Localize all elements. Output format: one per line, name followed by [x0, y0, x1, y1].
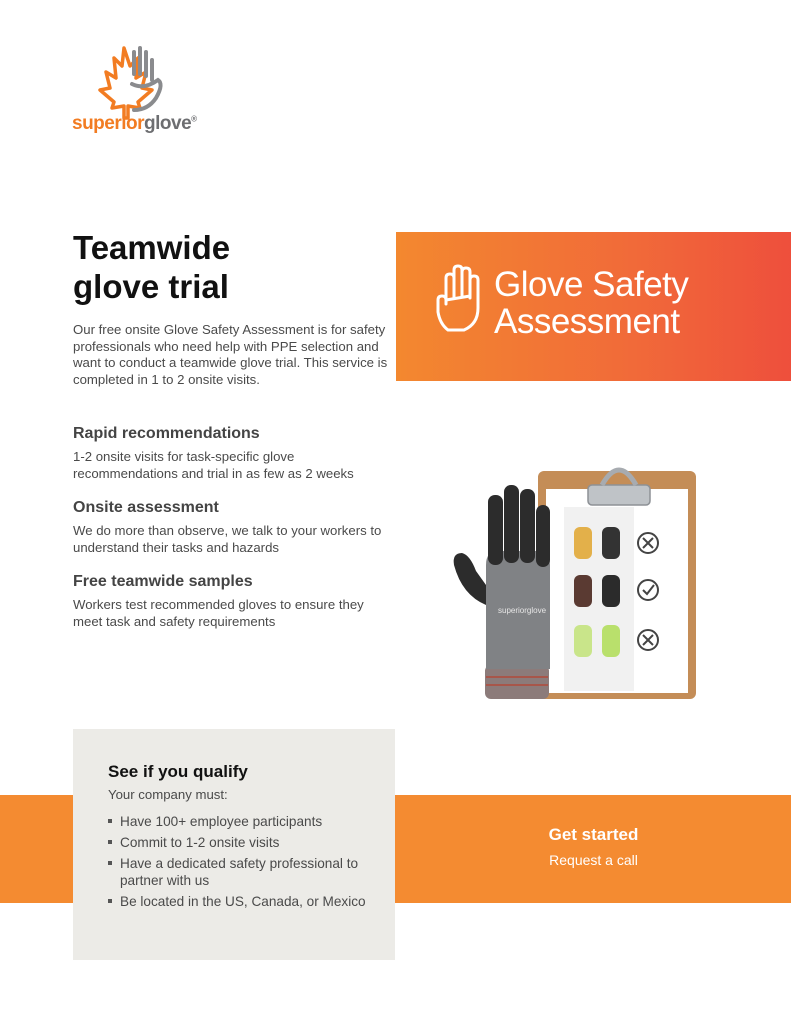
logo-word-superior: superior [72, 113, 145, 134]
logo-word-glove: glove [144, 113, 192, 134]
list-item: Commit to 1-2 onsite visits [108, 834, 388, 851]
banner-heading-line1: Glove Safety [494, 265, 689, 304]
hand-outline-icon [436, 264, 488, 336]
list-item: Be located in the US, Canada, or Mexico [108, 893, 388, 910]
glove-clipboard-illustration [440, 455, 700, 705]
get-started-link[interactable]: Get started [548, 825, 639, 844]
section-body-samples: Workers test recommended gloves to ensure they meet task and safety requirements [73, 597, 364, 629]
section-title-rapid: Rapid recommendations [73, 425, 260, 442]
glove-brand-label: superiorglove [498, 606, 547, 615]
clipboard-clip [588, 485, 650, 505]
qualify-subtitle: Your company must: [108, 787, 228, 802]
banner-heading-line2: Assessment [494, 302, 680, 341]
logo-registered-mark: ® [191, 114, 197, 124]
intro-paragraph: Our free onsite Glove Safety Assessment is for safety professionals who need help with PPE selection and want to conduct a teamwide glove trial. This service is completed in 1 to 2 onsite visits. [73, 322, 388, 387]
glove-safety-banner [396, 232, 791, 381]
page-title-line2: glove trial [73, 268, 229, 305]
list-item: Have 100+ employee participants [108, 813, 388, 830]
qualify-list [108, 813, 388, 914]
page-title-line1: Teamwide [73, 229, 231, 266]
qualify-panel [73, 729, 395, 960]
request-call-link[interactable]: Request a call [549, 852, 638, 868]
qualify-title: See if you qualify [108, 762, 248, 781]
work-glove-icon [454, 485, 550, 699]
section-body-onsite: We do more than observe, we talk to your workers to understand their tasks and hazards [73, 523, 382, 555]
section-title-samples: Free teamwide samples [73, 573, 253, 590]
section-body-rapid: 1-2 onsite visits for task-specific glove recommendations and trial in as few as 2 weeks [73, 449, 354, 481]
page-title [73, 228, 373, 306]
section-title-onsite: Onsite assessment [73, 499, 219, 516]
logo-wordmark [72, 113, 197, 135]
banner-heading [494, 266, 688, 340]
list-item: Have a dedicated safety professional to partner with us [108, 855, 388, 889]
